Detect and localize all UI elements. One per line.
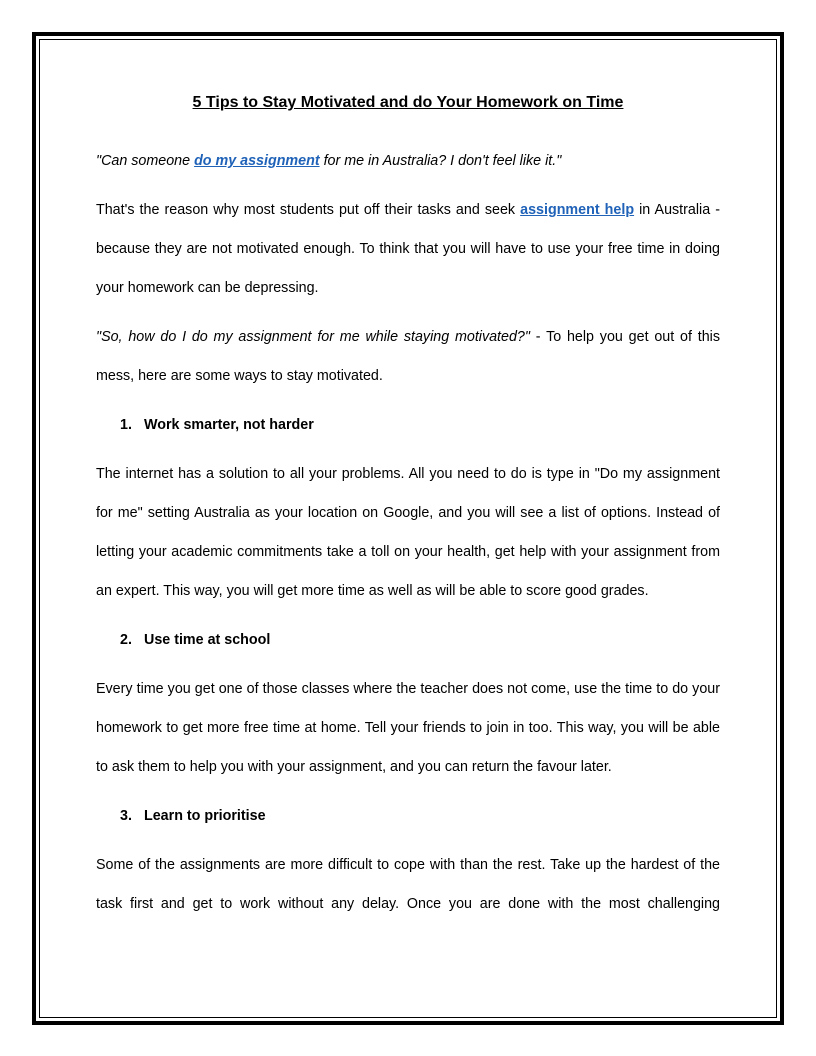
- question-text: - To help you get out of this mess, here are some ways to stay motivated.: [96, 329, 720, 384]
- section-heading-text: Work smarter, not harder: [144, 417, 314, 433]
- section-heading: [96, 621, 720, 660]
- document-body: [96, 93, 720, 924]
- section-body: Every time you get one of those classes where the teacher does not come, use the time to do your homework to get more free time at home. Tell your friends to join in too. This way, you will be able to ask them to help you with your assignment, and you can return the favour later.: [96, 681, 720, 775]
- intro-paragraph: [96, 191, 720, 308]
- opening-quote-before: "Can someone: [96, 153, 195, 169]
- section-number: 1.: [120, 417, 132, 433]
- section-heading: [96, 797, 720, 836]
- assignment-help-link[interactable]: assignment help: [520, 202, 635, 218]
- opening-quote-after: for me in Australia? I don't feel like it.": [319, 153, 562, 169]
- question-quote: "So, how do I do my assignment for me while staying motivated?": [96, 329, 530, 345]
- question-paragraph: [96, 318, 720, 396]
- section-number: 3.: [120, 808, 132, 824]
- section-heading: [96, 406, 720, 445]
- section-body: The internet has a solution to all your problems. All you need to do is type in "Do my assignment for me" setting Australia as your location on Google, and you will see a list of options. Instead of letting your academic commitments take a toll on your health, get help with your assignment from an expert. This way, you will get more time as well as will be able to score good grades.: [96, 466, 720, 599]
- intro-before: That's the reason why most students put off their tasks and seek: [96, 202, 521, 218]
- section-heading-text: Use time at school: [144, 632, 271, 648]
- section-heading-text: Learn to prioritise: [144, 808, 266, 824]
- page-title: 5 Tips to Stay Motivated and do Your Homework on Time: [192, 94, 624, 111]
- do-my-assignment-link[interactable]: do my assignment: [194, 153, 320, 169]
- opening-quote: [96, 142, 720, 181]
- intro-after: in Australia - because they are not motivated enough. To think that you will have to use your free time in doing your homework can be depressing.: [96, 202, 721, 296]
- section-body: Some of the assignments are more difficult to cope with than the rest. Take up the hardest of the task first and get to work without any delay. Once you are done with the most challenging: [96, 857, 720, 912]
- section-number: 2.: [120, 632, 132, 648]
